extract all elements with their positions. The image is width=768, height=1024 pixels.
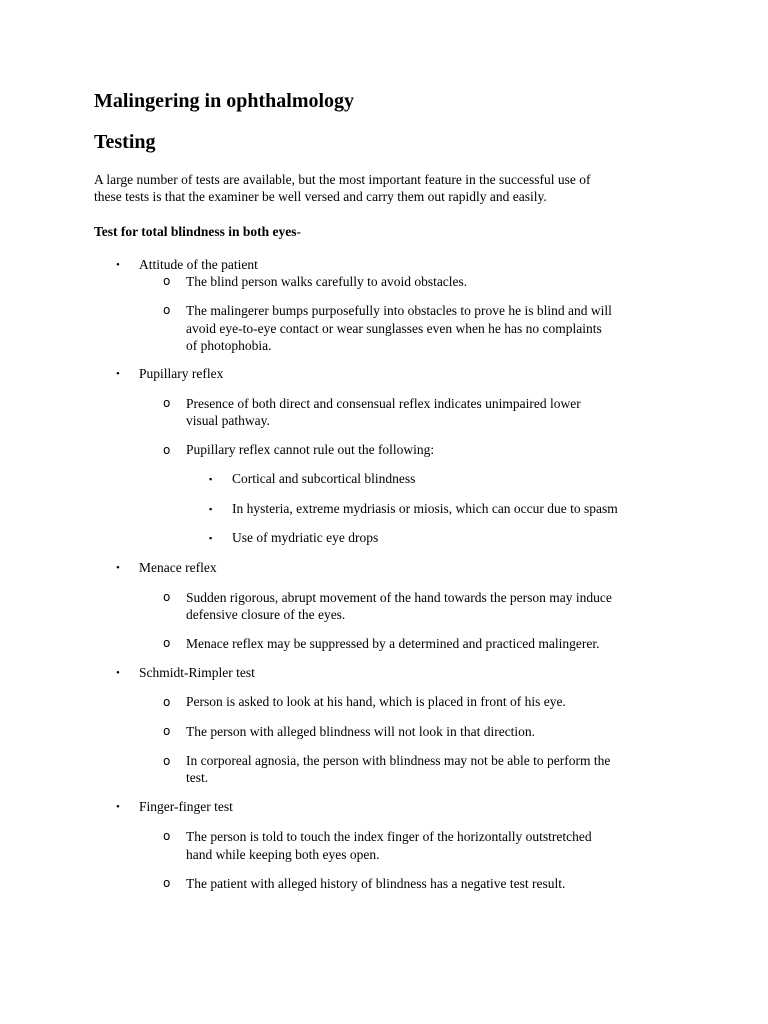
sub-bullet-icon: o (163, 636, 171, 650)
document-title: Malingering in ophthalmology (94, 90, 355, 112)
list-item-attitude: Attitude of the patient (139, 257, 258, 272)
bullet-icon: • (116, 562, 120, 574)
list-item-pupillary: Pupillary reflex (139, 366, 224, 381)
section-heading-text: Test for total blindness in both eyes (94, 224, 297, 239)
sub-list-item: avoid eye-to-eye contact or wear sunglasses even when he has no complaints (186, 321, 602, 336)
intro-line: A large number of tests are available, but the most important feature in the successful use of (94, 172, 591, 187)
sub-bullet-icon: o (163, 303, 171, 317)
list-item-menace: Menace reflex (139, 560, 217, 575)
sub-list-item: The person with alleged blindness will not look in that direction. (186, 724, 536, 739)
sub-list-item: test. (186, 770, 209, 785)
sub-bullet-icon: o (163, 396, 171, 410)
subsub-bullet-icon: ▪ (209, 474, 213, 484)
subsub-bullet-icon: ▪ (209, 504, 213, 514)
sub-list-item: visual pathway. (186, 413, 270, 428)
section-heading (94, 223, 301, 241)
sub-list-item: Person is asked to look at his hand, which is placed in front of his eye. (186, 694, 566, 709)
sub-bullet-icon: o (163, 724, 171, 738)
sub-list-item: The malingerer bumps purposefully into obstacles to prove he is blind and will (186, 303, 612, 318)
sub-bullet-icon: o (163, 754, 171, 768)
subsub-list-item: Cortical and subcortical blindness (232, 471, 416, 486)
list-item-finger: Finger-finger test (139, 799, 233, 814)
subsub-bullet-icon: ▪ (209, 533, 213, 543)
sub-list-item: defensive closure of the eyes. (186, 607, 346, 622)
sub-list-item: Presence of both direct and consensual reflex indicates unimpaired lower (186, 396, 581, 411)
sub-bullet-icon: o (163, 590, 171, 604)
sub-list-item: Pupillary reflex cannot rule out the following: (186, 442, 435, 457)
sub-bullet-icon: o (163, 443, 171, 457)
sub-list-item: of photophobia. (186, 338, 272, 353)
sub-list-item: The person is told to touch the index finger of the horizontally outstretched (186, 829, 592, 844)
sub-list-item: The patient with alleged history of blindness has a negative test result. (186, 876, 566, 891)
sub-list-item: Sudden rigorous, abrupt movement of the hand towards the person may induce (186, 590, 612, 605)
bullet-icon: • (116, 801, 120, 813)
bullet-icon: • (116, 368, 120, 380)
section-heading-suffix: - (296, 224, 302, 239)
sub-list-item: hand while keeping both eyes open. (186, 847, 380, 862)
sub-bullet-icon: o (163, 876, 171, 890)
sub-bullet-icon: o (163, 274, 171, 288)
sub-bullet-icon: o (163, 829, 171, 843)
bullet-icon: • (116, 259, 120, 271)
sub-bullet-icon: o (163, 695, 171, 709)
subsub-list-item: In hysteria, extreme mydriasis or miosis, which can occur due to spasm (232, 501, 618, 516)
sub-list-item: In corporeal agnosia, the person with blindness may not be able to perform the (186, 753, 611, 768)
list-item-schmidt: Schmidt-Rimpler test (139, 665, 255, 680)
sub-list-item: The blind person walks carefully to avoid obstacles. (186, 274, 468, 289)
sub-list-item: Menace reflex may be suppressed by a determined and practiced malingerer. (186, 636, 600, 651)
subsub-list-item: Use of mydriatic eye drops (232, 530, 379, 545)
bullet-icon: • (116, 667, 120, 679)
intro-line: these tests is that the examiner be well versed and carry them out rapidly and easily. (94, 189, 547, 204)
section-title: Testing (94, 131, 156, 153)
